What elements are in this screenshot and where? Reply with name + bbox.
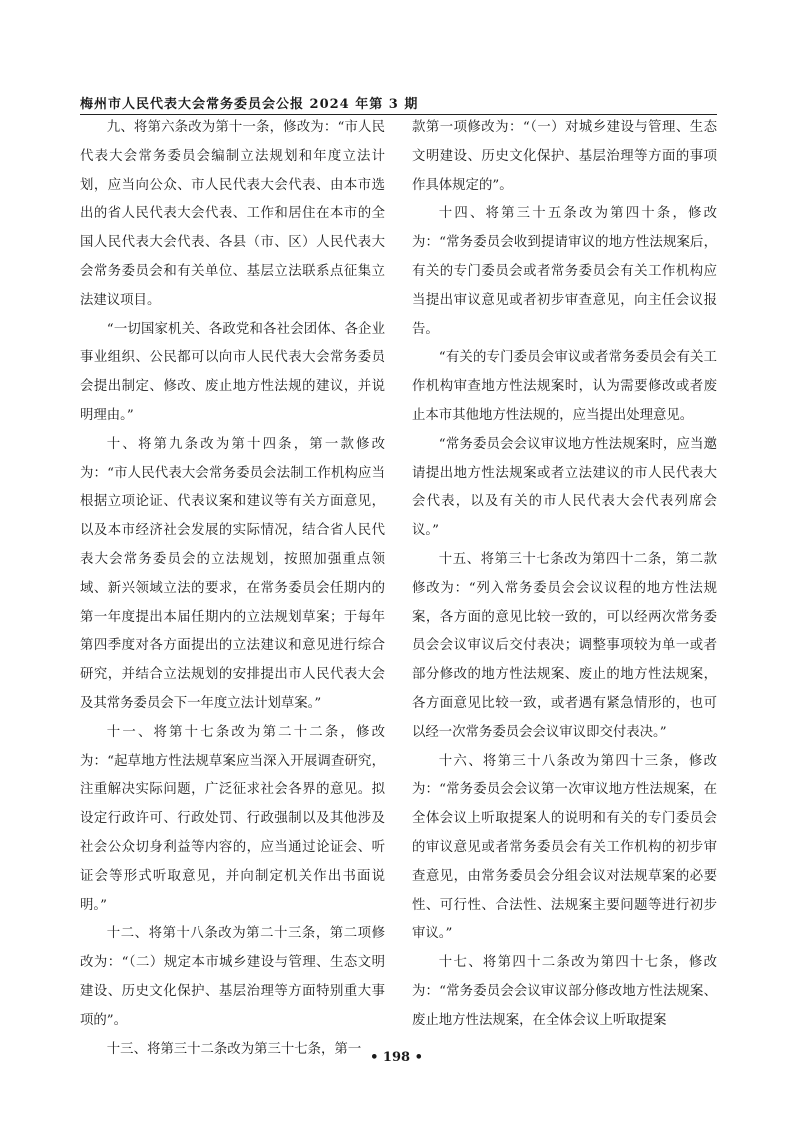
- paragraph: 十七、将第四十二条改为第四十七条，修改为：“常务委员会会议审议部分修改地方性法规案、废止地方性法规案，在全体会议上听取提案: [412, 955, 717, 1028]
- page-number: • 198 •: [370, 1050, 423, 1065]
- paragraph: 九、将第六条改为第十一条，修改为：“市人民代表大会常务委员会编制立法规划和年度立法计划，应当向公众、市人民代表大会代表、由本市选出的省人民代表大会代表、工作和居住在本市的全国人民代表大会代表、各县（市、区）人民代表大会常务委员会和有关单位、基层立法联系点征集立法建议项目。: [80, 120, 385, 308]
- paragraph-continued: 款第一项修改为：“（一）对城乡建设与管理、生态文明建设、历史文化保护、基层治理等方面的事项作具体规定的”。: [412, 120, 717, 193]
- paragraph: “常务委员会会议审议地方性法规案时，应当邀请提出地方性法规案或者立法建议的市人民代表大会代表，以及有关的市人民代表大会代表列席会议。”: [412, 436, 717, 539]
- paragraph: 十四、将第三十五条改为第四十条，修改为：“常务委员会收到提请审议的地方性法规案后，有关的专门委员会或者常务委员会有关工作机构应当提出审议意见或者初步审查意见，向主任会议报告。: [412, 206, 717, 337]
- paragraph: 十六、将第三十八条改为第四十三条，修改为：“常务委员会会议第一次审议地方性法规案，在全体会议上听取提案人的说明和有关的专门委员会的审议意见或者常务委员会有关工作机构的初步审查意见，由常务委员会分组会议对法规草案的必要性、可行性、合法性、法规案主要问题等进行初步审议。”: [412, 753, 717, 942]
- publication-header: 梅州市人民代表大会常务委员会公报 2024 年第 3 期: [80, 97, 419, 112]
- paragraph: 十、将第九条改为第十四条，第一款修改为：“市人民代表大会常务委员会法制工作机构应当根据立项论证、代表议案和建议等有关方面意见，以及本市经济社会发展的实际情况，结合省人民代表大会常务委员会的立法规划，按照加强重点领域、新兴领域立法的要求，在常务委员会任期内的第一年度提出本届任期内的立法规划草案；于每年第四季度对各方面提出的立法建议和意见进行综合研究，并结合立法规划的安排提出市人民代表大会及其常务委员会下一年度立法计划草案。”: [80, 436, 385, 711]
- paragraph: 十三、将第三十二条改为第三十七条，第一: [106, 1041, 362, 1057]
- paragraph: 十二、将第十八条改为第二十三条，第二项修改为：“（二）规定本市城乡建设与管理、生态文明建设、历史文化保护、基层治理等方面特别重大事项的”。: [80, 926, 385, 1028]
- left-column: [80, 114, 385, 1064]
- right-column: [412, 114, 717, 1036]
- paragraph: 十五、将第三十七条改为第四十二条，第二款修改为：“列入常务委员会会议议程的地方性法规案，各方面的意见比较一致的，可以经两次常务委员会会议审议后交付表决；调整事项较为单一或者部分修改的地方性法规案、废止的地方性法规案，各方面意见比较一致，或者遇有紧急情形的，也可以经一次常务委员会会议审议即交付表决。”: [412, 551, 717, 740]
- paragraph: 十一、将第十七条改为第二十二条，修改为：“起草地方性法规草案应当深入开展调查研究，注重解决实际问题，广泛征求社会各界的意见。拟设定行政许可、行政处罚、行政强制以及其他涉及社会公众切身利益等内容的，应当通过论证会、听证会等形式听取意见，并向制定机关作出书面说明。”: [80, 724, 385, 913]
- paragraph: “一切国家机关、各政党和各社会团体、各企业事业组织、公民都可以向市人民代表大会常务委员会提出制定、修改、废止地方性法规的建议，并说明理由。”: [80, 321, 385, 423]
- paragraph: “有关的专门委员会审议或者常务委员会有关工作机构审查地方性法规案时，认为需要修改或者废止本市其他地方性法规的，应当提出处理意见。: [412, 350, 717, 423]
